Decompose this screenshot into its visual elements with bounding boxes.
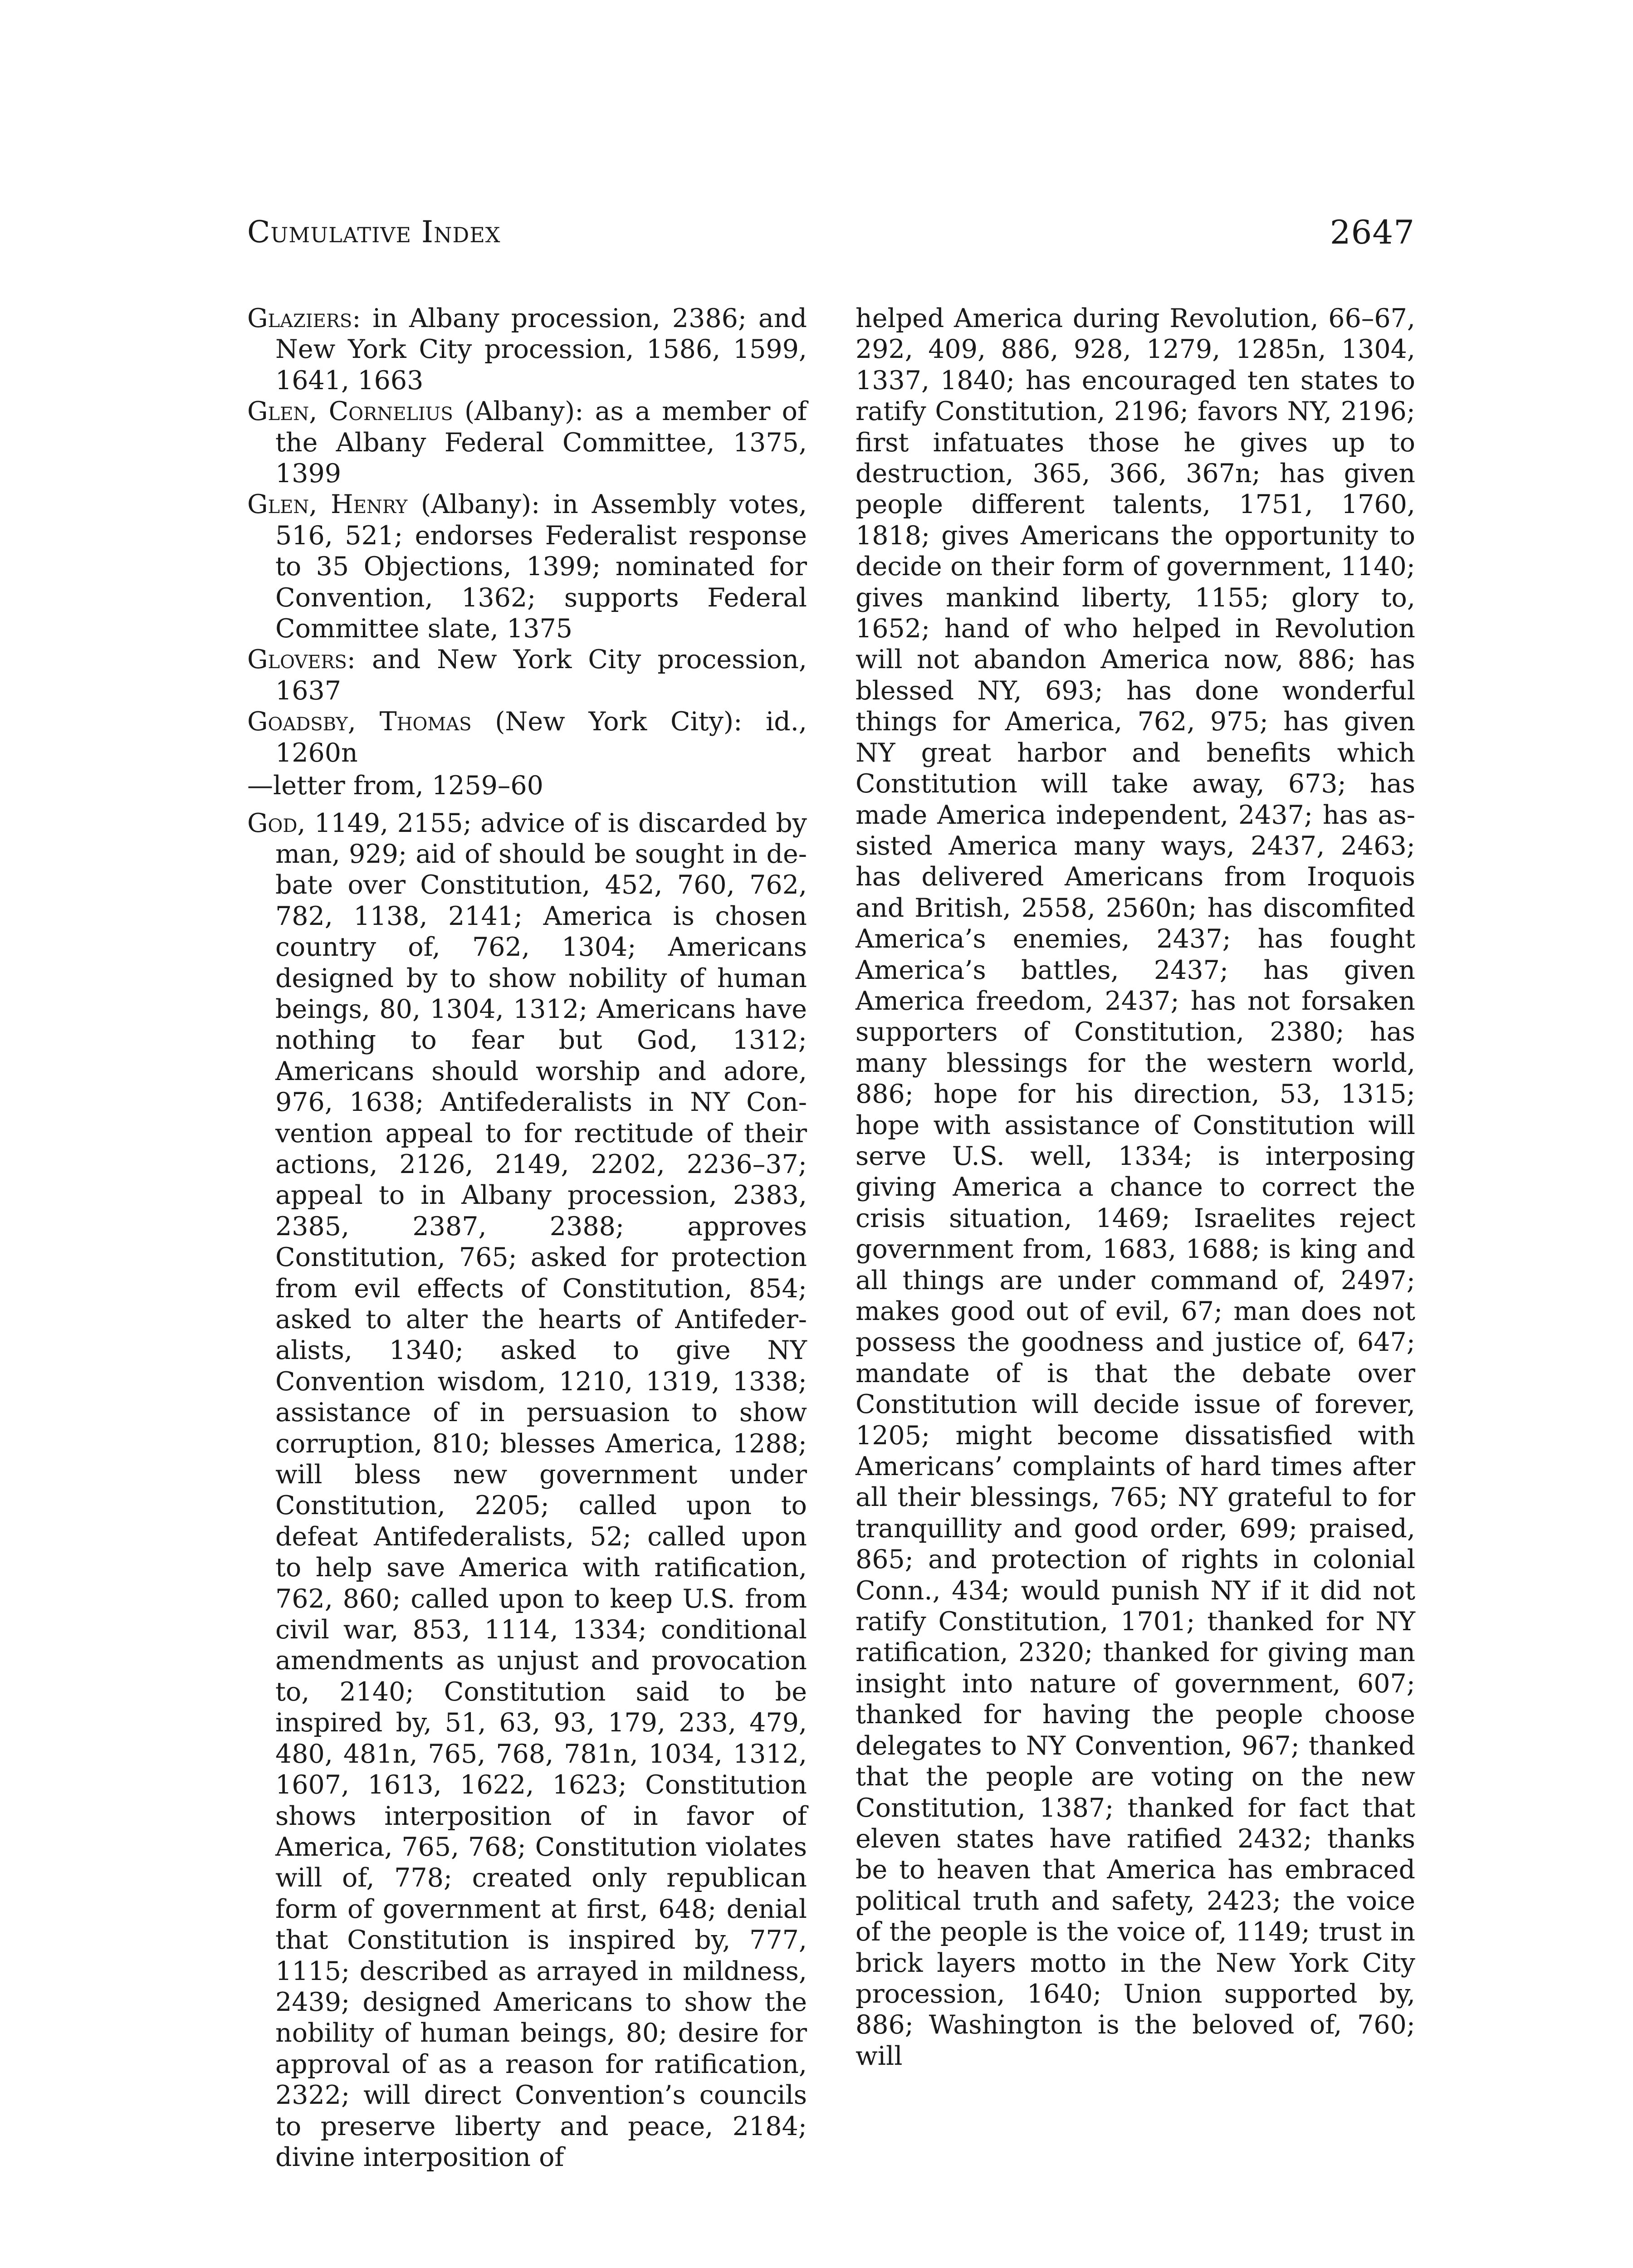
index-entry-goadsby xyxy=(247,706,807,768)
index-entry-god-continued: helped America during Revolution, 66–67, 292, 409, 886, 928, 1279, 1285n, 1304, 1337, 1840; has encouraged ten states to ratify Constitution, 2196; favors NY, 2196; first infatuates those he gives up to destruction, 365, 366, 367n; has given people different talents, 1751, 1760, 1818; gives Americans the opportunity to decide on their form of government, 1140; gives mankind liberty, 1155; glory to, 1652; hand of who helped in Revolution will not abandon America now, 886; has blessed NY, 693; has done wonderful things for America, 762, 975; has given NY great harbor and benefits which Constitution will take away, 673; has made America independent, 2437; has assisted America many ways, 2437, 2463; has delivered Americans from Iroquois and British, 2558, 2560n; has discomfited America’s enemies, 2437; has fought America’s battles, 2437; has given America freedom, 2437; has not forsaken supporters of Constitution, 2380; has many blessings for the western world, 886; hope for his direction, 53, 1315; hope with assistance of Constitution will serve U.S. well, 1334; is interposing giving America a chance to correct the crisis situation, 1469; Israelites reject government from, 1683, 1688; is king and all things are under command of, 2497; makes good out of evil, 67; man does not possess the goodness and justice of, 647; mandate of is that the debate over Constitution will decide issue of forever, 1205; might become dissatisfied with Americans’ complaints of hard times after all their blessings, 765; NY grateful to for tranquillity and good order, 699; praised, 865; and protection of rights in colonial Conn., 434; would punish NY if it did not ratify Constitution, 1701; thanked for NY ratification, 2320; thanked for giving man insight into nature of government, 607; thanked for having the people choose delegates to NY Convention, 967; thanked that the people are voting on the new Constitution, 1387; thanked for fact that eleven states have ratified 2432; thanks be to heaven that America has embraced political truth and safety, 2423; the voice of the people is the voice of, 1149; trust in brick layers motto in the New York City procession, 1640; Union supported by, 886; Washington is the beloved of, 760; will xyxy=(856,303,1415,2071)
index-entry-god xyxy=(247,808,807,2173)
running-head: Cumulative Index xyxy=(247,215,501,249)
entry-text: (Albany): in Assembly votes, 516, 521; endorses Federalist response to 35 Objections, 1399; nominated for Convention, 1362; supports Federal Committee slate, 1375 xyxy=(275,489,807,644)
entry-text: , 1149, 2155; advice of is discarded by man, 929; aid of should be sought in debate over Constitution, 452, 760, 762, 782, 1138, 2141; America is chosen country of, 762, 1304; Americans designed by to show nobility of human beings, 80, 1304, 1312; Americans have nothing to fear but God, 1312; Americans should worship and adore, 976, 1638; Antifederalists in NY Convention appeal to for rectitude of their actions, 2126, 2149, 2202, 2236–37; appeal to in Albany procession, 2383, 2385, 2387, 2388; approves Constitution, 765; asked for protection from evil effects of Constitution, 854; asked to alter the hearts of Antifederalists, 1340; asked to give NY Convention wisdom, 1210, 1319, 1338; assistance of in persuasion to show corruption, 810; blesses America, 1288; will bless new government under Constitution, 2205; called upon to defeat Antifederalists, 52; called upon to help save America with ratification, 762, 860; called upon to keep U.S. from civil war, 853, 1114, 1334; conditional amendments as unjust and provocation to, 2140; Constitution said to be inspired by, 51, 63, 93, 179, 233, 479, 480, 481n, 765, 768, 781n, 1034, 1312, 1607, 1613, 1622, 1623; Constitution shows interposition of in favor of America, 765, 768; Constitution violates will of, 778; created only republican form of government at first, 648; denial that Constitution is inspired by, 777, 1115; described as arrayed in mildness, 2439; designed Americans to show the nobility of human beings, 80; desire for approval of as a reason for ratification, 2322; will direct Convention’s councils to preserve liberty and peace, 2184; divine interposition of xyxy=(275,808,807,2172)
entry-text: : in Albany procession, 2386; and New York City procession, 1586, 1599, 1641, 1663 xyxy=(275,303,807,396)
entry-heading: Glen, Cornelius xyxy=(247,396,453,427)
entry-text: (New York City): id., 1260n xyxy=(275,707,807,768)
entry-heading: God xyxy=(247,808,298,838)
entry-heading: Glovers xyxy=(247,645,347,675)
index-column-left xyxy=(247,303,807,2173)
entry-heading: Glaziers xyxy=(247,303,352,333)
entry-heading: Glen, Henry xyxy=(247,489,408,520)
entry-text: —letter from, 1259–60 xyxy=(247,771,543,801)
entry-text: (Albany): as a member of the Albany Federal Committee, 1375, 1399 xyxy=(275,396,807,489)
entry-text: : and New York City procession, 1637 xyxy=(275,645,807,706)
entry-heading: Goadsby, Thomas xyxy=(247,707,472,737)
index-column-right xyxy=(856,303,1415,2072)
index-entry-glaziers xyxy=(247,303,807,396)
index-entry-glen-henry xyxy=(247,489,807,644)
index-subentry-goadsby-letter xyxy=(247,770,807,801)
index-entry-glen-cornelius xyxy=(247,396,807,489)
page-header xyxy=(247,210,1415,264)
page-number: 2647 xyxy=(1330,213,1415,251)
index-entry-glovers xyxy=(247,644,807,706)
